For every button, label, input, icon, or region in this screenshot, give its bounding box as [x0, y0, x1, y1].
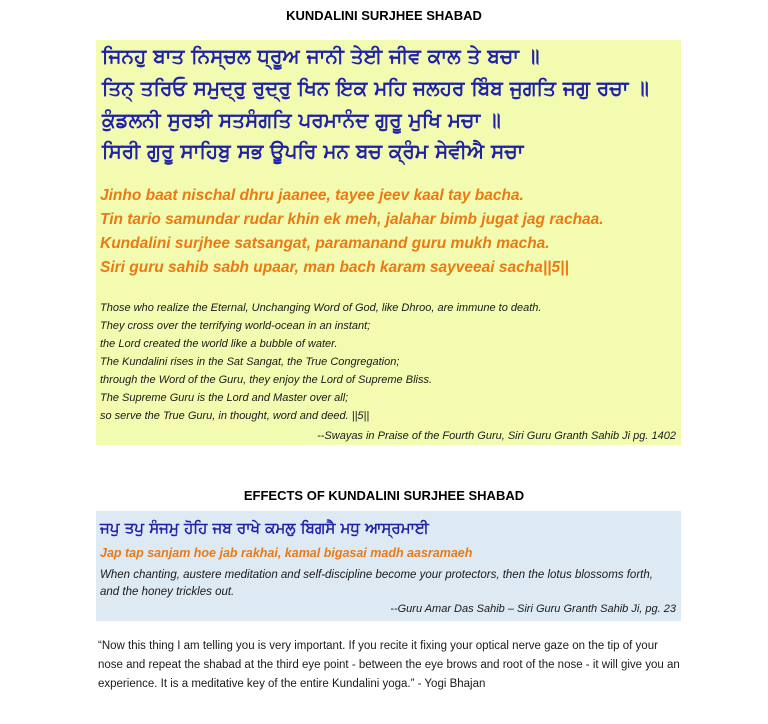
english-line: Those who realize the Eternal, Unchanging Word of God, like Dhroo, are immune to death.: [100, 302, 542, 314]
english-line: so serve the True Guru, in thought, word and deed. ||5||: [100, 410, 370, 422]
english-line: The Kundalini rises in the Sat Sangat, the True Congregation;: [100, 356, 400, 368]
gurmukhi-line: ਤਿਨ੍ ਤਰਿਓ ਸਮੁਦ੍ਰੁ ਰੁਦ੍ਰੁ ਖਿਨ ਇਕ ਮਹਿ ਜਲਹਰ ਬਿੰਬ ਜੁਗਤਿ ਜਗੁ ਰਚਾ ॥: [102, 76, 649, 100]
section-title: EFFECTS OF KUNDALINI SURJHEE SHABAD: [243, 488, 525, 503]
gurmukhi-line: ਜਪੁ ਤਪੁ ਸੰਜਮੁ ਹੋਹਿ ਜਬ ਰਾਖੇ ਕਮਲੁ ਬਿਗਸੈ ਮਧੁ ਆਸ੍ਰਮਾਈ: [100, 519, 429, 537]
shabad-box: [96, 40, 681, 445]
transliteration-line: Tin tario samundar rudar khin ek meh, jalahar bimb jugat jag rachaa.: [100, 211, 604, 228]
transliteration-line: Jinho baat nischal dhru jaanee, tayee jeev kaal tay bacha.: [100, 187, 524, 204]
gurmukhi-line: ਜਿਨਹੁ ਬਾਤ ਨਿਸ੍ਚਲ ਧ੍ਰੂਅ ਜਾਨੀ ਤੇਈ ਜੀਵ ਕਾਲ ਤੇ ਬਚਾ ॥: [102, 44, 540, 68]
transliteration-line: Jap tap sanjam hoe jab rakhai, kamal bigasai madh aasramaeh: [100, 546, 473, 560]
transliteration-line: Siri guru sahib sabh upaar, man bach karam sayveeai sacha||5||: [100, 259, 569, 276]
english-line: They cross over the terrifying world-ocean in an instant;: [100, 320, 371, 332]
page-title: KUNDALINI SURJHEE SHABAD: [286, 8, 482, 23]
english-line: the Lord created the world like a bubble of water.: [100, 338, 338, 350]
english-line: through the Word of the Guru, they enjoy the Lord of Supreme Bliss.: [100, 374, 433, 386]
citation: --Guru Amar Das Sahib – Siri Guru Granth Sahib Ji, pg. 23: [390, 603, 676, 615]
english-text: When chanting, austere meditation and self-discipline become your protectors, then the lotus blossoms forth, and the honey trickles out.: [100, 569, 653, 598]
gurmukhi-line: ਸਿਰੀ ਗੁਰੂ ਸਾਹਿਬੁ ਸਭ ਊਪਰਿ ਮਨ ਬਚ ਕ੍ਰੰਮ ਸੇਵੀਐ ਸਚਾ: [102, 139, 524, 163]
transliteration-line: Kundalini surjhee satsangat, paramanand guru mukh macha.: [100, 235, 550, 252]
yogi-bhajan-quote: “Now this thing I am telling you is very important. If you recite it fixing your optical nerve gaze on the tip of your nose and repeat the shabad at the third eye point - between the eye brows and root of the nose - it will give you an experience. It is a meditative key of the entire Kundalini yoga.” - Yogi Bhajan: [98, 640, 680, 690]
citation: --Swayas in Praise of the Fourth Guru, Siri Guru Granth Sahib Ji pg. 1402: [317, 430, 676, 442]
gurmukhi-line: ਕੁੰਡਲਨੀ ਸੁਰਝੀ ਸਤਸੰਗਤਿ ਪਰਮਾਨੰਦ ਗੁਰੂ ਮੁਖਿ ਮਚਾ ॥: [102, 108, 501, 132]
english-line: The Supreme Guru is the Lord and Master over all;: [100, 392, 349, 404]
effects-box: [96, 511, 681, 621]
